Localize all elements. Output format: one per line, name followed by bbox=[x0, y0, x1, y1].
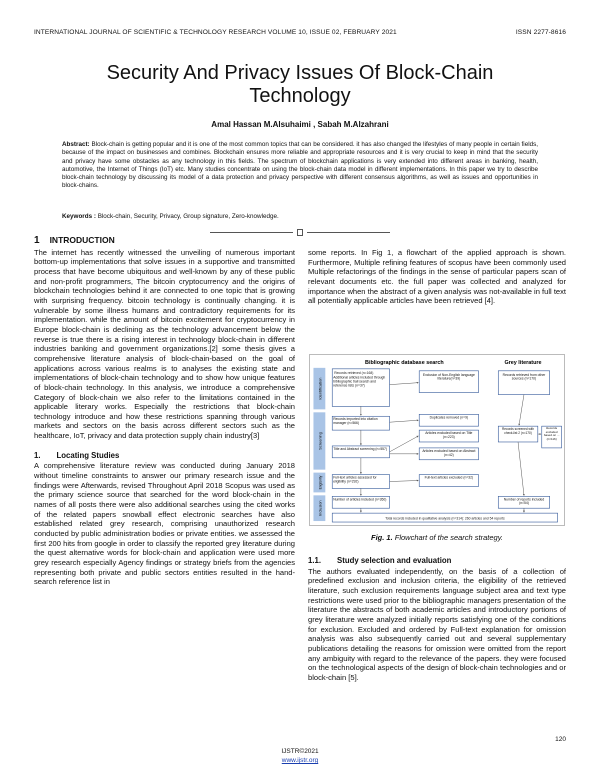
subsection-1-heading bbox=[34, 451, 295, 461]
col-right-title: Grey literature bbox=[504, 359, 542, 366]
fig-b4: Full-text articles assessed for eligibility (n=292) bbox=[333, 475, 377, 484]
fig-b-excl-lang: Exclusion of Non-English language literature(n=39) bbox=[422, 372, 475, 381]
caption-label: Fig. 1. bbox=[371, 533, 393, 542]
phase-screening-label: Screening bbox=[317, 432, 323, 450]
title-line-1: Security And Privacy Issues Of Block-Chain bbox=[106, 62, 494, 84]
footer-copyright: IJSTR©2021 bbox=[281, 748, 319, 755]
page-number: 120 bbox=[555, 736, 566, 743]
study-selection-paragraph: The authors evaluated independently, on the basis of a collection of predefined exclusion and inclusion criteria, the eligibility of the retrieved literature, such exclusion requirements language subject area and text type restrictions were used prior to the bibliographic managers presentation of the literature the abstracts of both academic articles and introductory portions of grey literature were analyzed initially reports satisfying one of the conditions for exclusion. Excluded and ordered by Full-text explanation for omission analysis was also subsequently carried out and several supplementary publications detailing the reasons for omission were omitted from the report any ambiguity with regard to the relevance of the papers. they were focused on the technological aspects of the design of block-chain technologies and or block-chain [5]. bbox=[308, 566, 566, 682]
section-1-heading bbox=[34, 236, 295, 246]
subsection-number: 1. bbox=[34, 450, 41, 460]
fig-b-title-excl: Articles excluded based on Title (n=223) bbox=[425, 431, 473, 440]
keywords-text: Block-chain, Security, Privacy, Group signature, Zero-knowledge. bbox=[95, 213, 279, 220]
fig-b-ft-excl: Full-text articles excluded (n=32) bbox=[424, 475, 474, 480]
fig-b6: Total records included in qualitative analysis (n=314): 260 articles and 54 reports bbox=[385, 516, 505, 521]
fig-b-dup: Duplicates removed (n=9) bbox=[429, 415, 469, 420]
right-column-lower bbox=[308, 556, 566, 683]
intro-paragraph: The internet has recently witnessed the unveiling of numerous important bottom-up implementations that solve issues in a supportive and transmitted process that have become ubiquitous and well-known by any of these public and non-profit programmers, The bitcoin cryptocurrency and the origins of blockchain technologies behind it are connected to one topic that is growing with surprising frequency. bitcoin technology is continually changing. it is vulnerable by some illness humans and contradictory requirements for its implementation. while the amount of bitcoin excitement for cryptocurrency in Europe block-chain is declining as the technology advancement below the reverse is true there is a rising interest in technology block-chain in different industries banking and government organizations.[2] some thesis gives a comprehensive literature analysis of block-chain-based on the goal of applications across various realms is to analyses the existing state and implementations of block-chain technology and to show how unique features of block-chain technology. In this analysis, we introduce a comprehensive Category of block-chain we also refer to the limitations contained in the applicable literary works. Especially the restrictions that block-chain technology introduce and how these restrictions spanning through various markets and sectors on the basis across different sectors such as the healthcare, IoT, privacy and data protection supply chain industry[3] bbox=[34, 247, 295, 441]
fig-b-grey3: Number of reports included (n=54) bbox=[503, 497, 545, 506]
fig-b3: Title and Abstract screening (n=557) bbox=[333, 446, 388, 451]
keywords-label: Keywords : bbox=[62, 213, 96, 220]
left-column bbox=[34, 236, 295, 587]
section-number: 1 bbox=[34, 235, 40, 246]
fig-b2: Records imported into citation manager (n=566) bbox=[333, 417, 378, 426]
col-left-title: Bibliographic database search bbox=[365, 359, 444, 366]
fig-b1b: Additional articles included through bibliographic trail search and reference lists (n=37) bbox=[333, 375, 386, 389]
caption-text: Flowchart of the search strategy. bbox=[392, 533, 503, 542]
title-line-2: Technology bbox=[249, 85, 351, 107]
phase-identification-label: Identification bbox=[317, 377, 323, 400]
phase-inclusion-label: Inclusion bbox=[317, 500, 323, 516]
keywords bbox=[62, 213, 538, 220]
subsection-title: Study selection and evaluation bbox=[337, 556, 452, 565]
abstract-text: Block-chain is getting popular and it is one of the most common topics that can be considered. it has also changed the lifestyles of many people in certain fields, because of the impact on businesses and combines. Blockchain ensures more reliable and appropriate resources and it is very crucial to keep in mind that the security and privacy have some obstacles as any technology in this fields. The spectrum of blockchain applications is very extended into different areas in banking, health, automotive, the Internet of Things (IoT) etc. Many studies concentrate on using the block-chain data model in different implementations. In this paper we try to describe block-chain technology by discussing its model of a data protection and privacy perspective with different consensus algorithms, as well as issues and opportunities in block-chains. bbox=[62, 141, 538, 190]
abstract bbox=[62, 141, 538, 191]
subsection-number: 1.1. bbox=[308, 556, 322, 565]
section-divider bbox=[210, 229, 390, 236]
locating-studies-paragraph: A comprehensive literature review was conducted during January 2018 without timeline constraints to answer our primary research issue and the findings were Afterwards, revised Throughout April 2018 Scopus was used as the primary science source that searched for the word block-chain in the names of all posts there were also additional searches using the cited works of the related papers snowball effect electronic searches have also established related grey research, comprising unauthorized research conducted by public administration bodies or private entities. we assessed the first 200 hits from google in order to classify the reported grey literature during the quest alternative words for block-chain and application were used more grey research especially Agency findings or strategy briefs from the agencies representing both private and public sectors entities resulted in the hand-search reference list in bbox=[34, 461, 295, 587]
divider-line-right bbox=[307, 232, 390, 233]
journal-name: INTERNATIONAL JOURNAL OF SCIENTIFIC & TECHNOLOGY RESEARCH VOLUME 10, ISSUE 02, FEBRUARY 2021 bbox=[34, 29, 397, 36]
right-intro-paragraph: some reports. In Fig 1, a flowchart of the applied approach is shown. Furthermore, Multiple refining features of scopus have been commonly used Multiple refactorings of the findings in the sense of particular papers scan of relevant documents etc. the full paper was collected and analyzed for importance when the abstract of a given analysis was not-available in full text all potentially applicable articles have been retrieved [4]. bbox=[308, 248, 566, 306]
fig-b-abs-excl: Articles excluded based on Abstract (n=42) bbox=[422, 448, 476, 458]
section-title: INTRODUCTION bbox=[49, 235, 115, 245]
divider-line-left bbox=[210, 232, 293, 233]
fig-b5: Number of articles included (n=260) bbox=[333, 497, 387, 502]
authors: Amal Hassan M.Alsuhaimi , Sabah M.Alzahrani bbox=[211, 120, 389, 129]
running-header bbox=[34, 29, 566, 36]
fig-b-grey2: Records screened with check-list 2 (n=170) bbox=[502, 427, 535, 436]
footer-url-link[interactable]: www.ijstr.org bbox=[281, 757, 319, 764]
issn: ISSN 2277-8616 bbox=[515, 29, 566, 36]
flowchart-figure bbox=[309, 354, 565, 526]
abstract-label: Abstract: bbox=[62, 141, 90, 148]
flowchart-svg bbox=[310, 355, 564, 525]
figure-caption bbox=[308, 533, 566, 542]
phase-eligibility-label: Eligibility bbox=[318, 475, 323, 490]
right-column bbox=[308, 248, 566, 306]
fig-b1: Records retrieved (n=168) bbox=[334, 370, 374, 375]
fig-b-grey1: Records retrieved from other sources (n=170) bbox=[502, 372, 546, 381]
page-footer bbox=[0, 747, 600, 765]
divider-box-icon bbox=[297, 229, 303, 236]
subsection-title: Locating Studies bbox=[56, 450, 120, 460]
fig-b-grey-excl: Records excluded based on ... (n=116) bbox=[543, 427, 560, 441]
subsection-1-1-heading bbox=[308, 556, 566, 566]
paper-title bbox=[40, 62, 560, 108]
